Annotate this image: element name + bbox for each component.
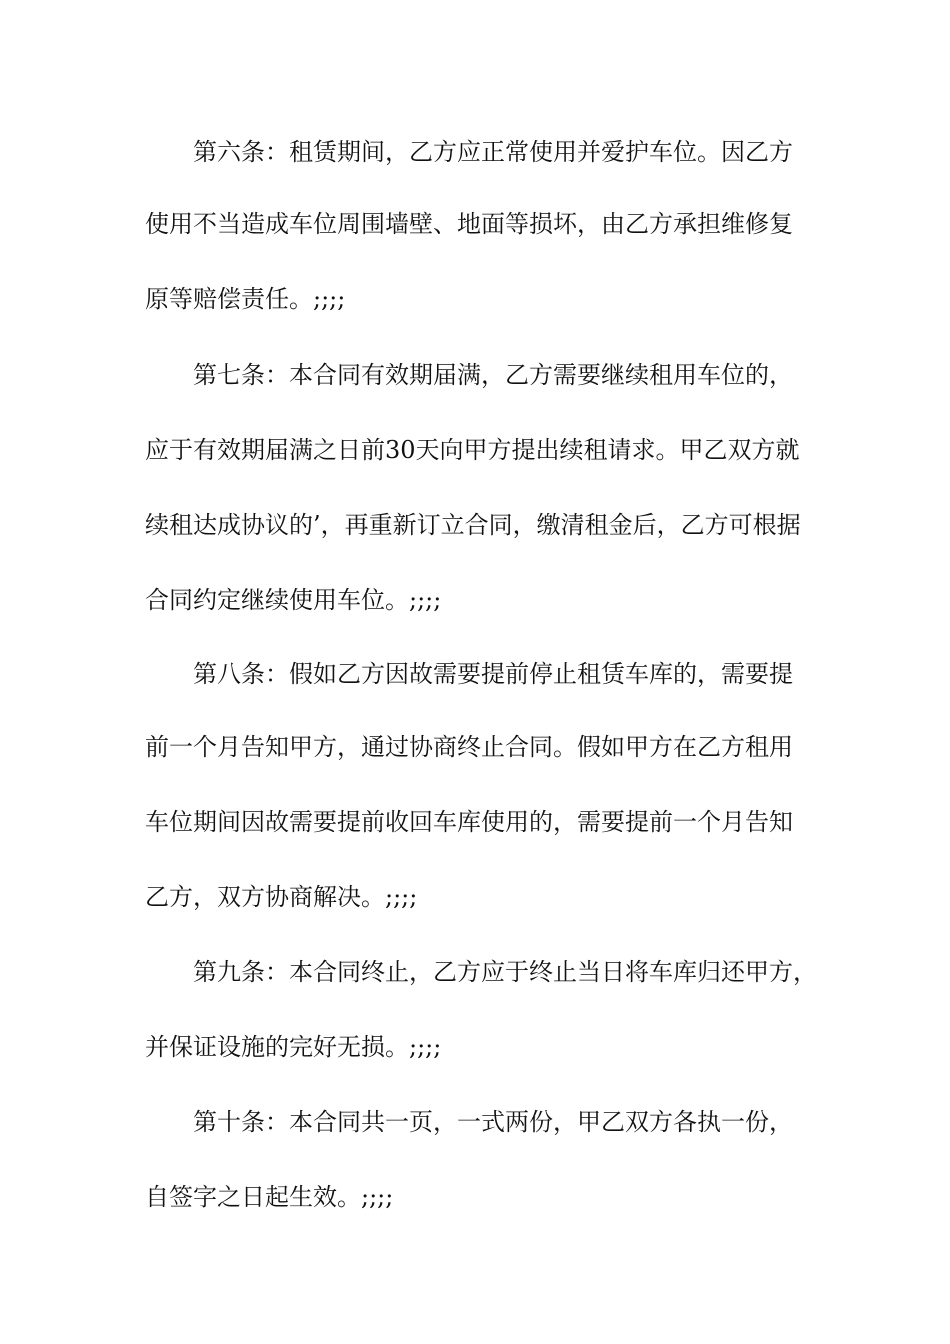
article-8-line-4: 乙方，双方协商解决。;;;;	[145, 883, 418, 911]
article-7-line-2: 应于有效期届满之日前30天向甲方提出续租请求。甲乙双方就	[145, 436, 800, 464]
article-8-line-1: 第八条：假如乙方因故需要提前停止租赁车库的，需要提	[193, 660, 793, 688]
article-6-line-1: 第六条：租赁期间，乙方应正常使用并爱护车位。因乙方	[193, 138, 793, 166]
article-8-line-3: 车位期间因故需要提前收回车库使用的，需要提前一个月告知	[145, 808, 793, 836]
article-10-line-2: 自签字之日起生效。;;;;	[145, 1183, 394, 1211]
article-8-line-2: 前一个月告知甲方，通过协商终止合同。假如甲方在乙方租用	[145, 733, 793, 761]
article-9-line-1: 第九条：本合同终止，乙方应于终止当日将车库归还甲方，	[193, 958, 817, 986]
article-6-line-3: 原等赔偿责任。;;;;	[145, 285, 346, 313]
article-6-line-2: 使用不当造成车位周围墙壁、地面等损坏，由乙方承担维修复	[145, 210, 793, 238]
article-7-line-3: 续租达成协议的’，再重新订立合同，缴清租金后，乙方可根据	[145, 511, 801, 539]
article-9-line-2: 并保证设施的完好无损。;;;;	[145, 1033, 442, 1061]
article-10-line-1: 第十条：本合同共一页，一式两份，甲乙双方各执一份，	[193, 1108, 793, 1136]
article-7-line-4: 合同约定继续使用车位。;;;;	[145, 586, 442, 614]
article-7-line-1: 第七条：本合同有效期届满，乙方需要继续租用车位的，	[193, 361, 793, 389]
